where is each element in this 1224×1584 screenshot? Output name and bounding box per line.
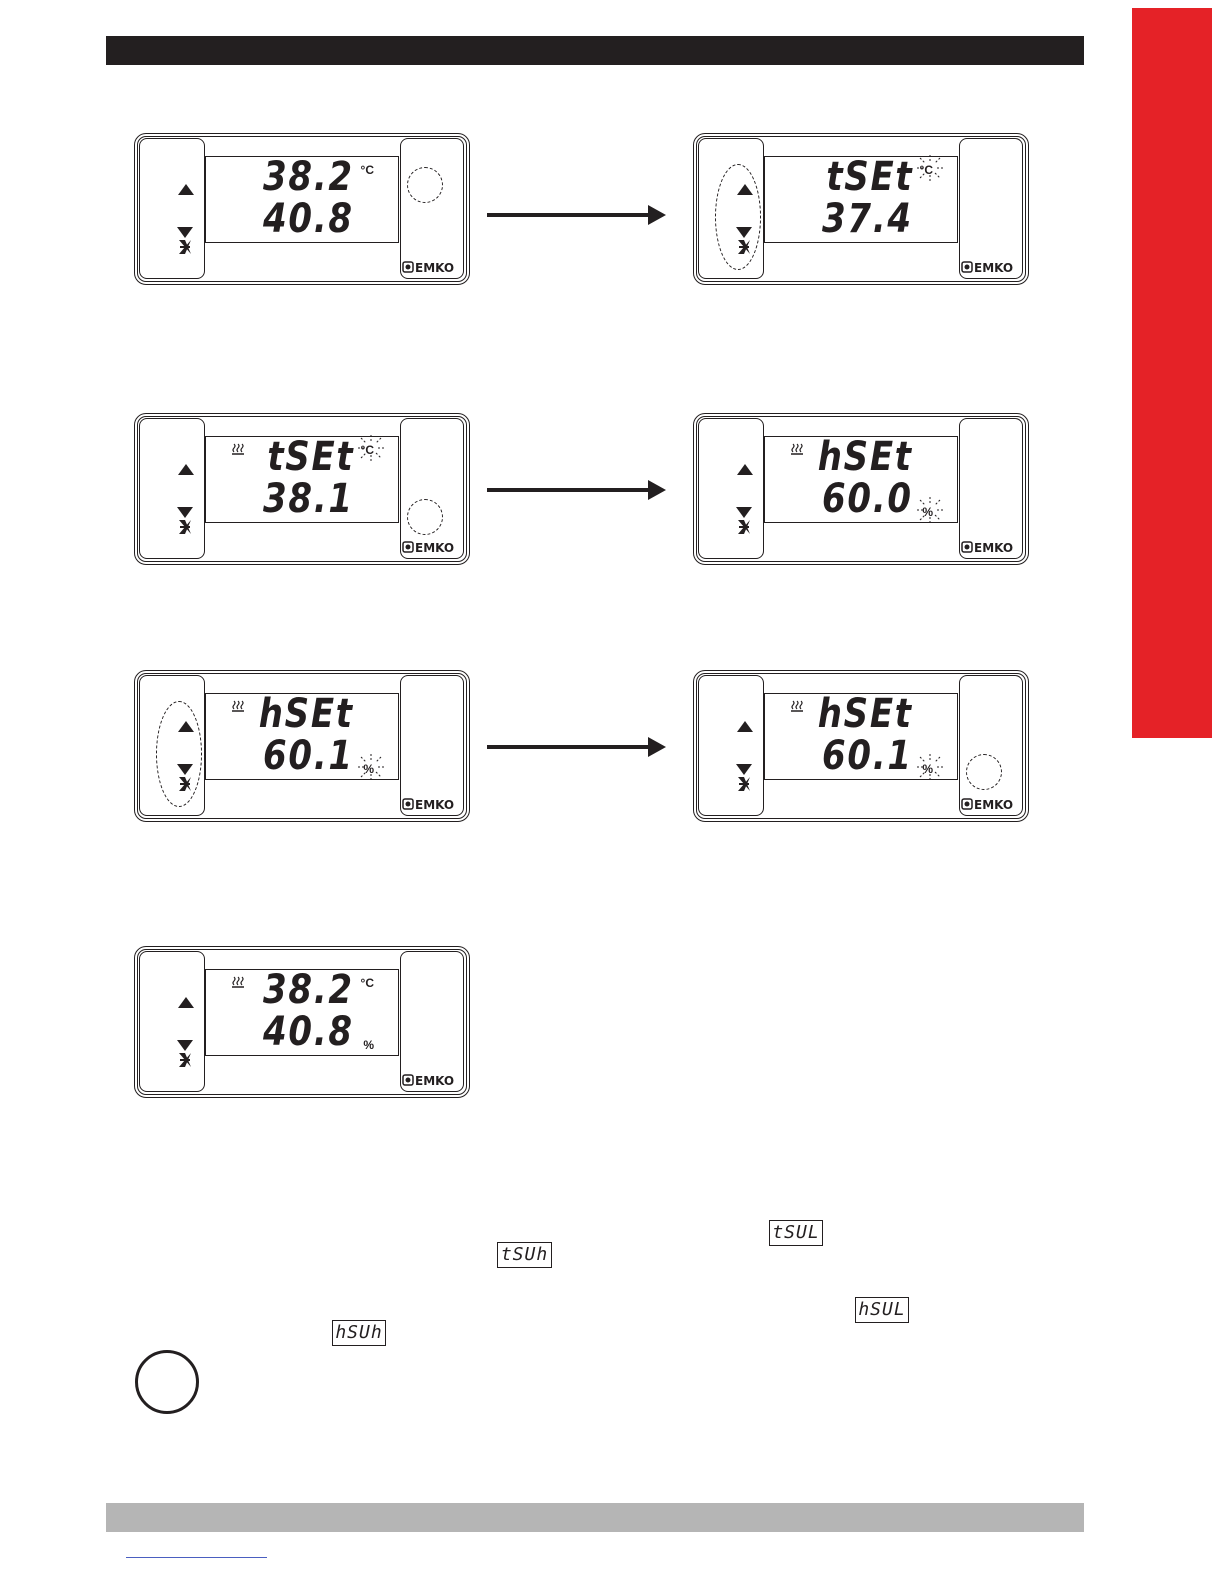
flow-arrow-3	[487, 745, 650, 749]
keypad-right	[959, 138, 1023, 279]
keypad-right	[959, 675, 1023, 816]
lcd-display	[205, 156, 399, 243]
up-arrow-icon[interactable]	[737, 721, 753, 732]
set-key-highlight[interactable]	[966, 754, 1002, 790]
keypad-right	[400, 138, 464, 279]
device-panel-4	[693, 413, 1029, 565]
top-value: tSEt	[825, 154, 913, 200]
bottom-value: 60.0	[822, 476, 913, 522]
heat-icon	[791, 700, 803, 712]
svg-text:EMKO: EMKO	[415, 1074, 455, 1087]
param-code-tsuh: tSUh	[497, 1242, 552, 1268]
lcd-display	[764, 693, 958, 780]
top-value: hSEt	[818, 691, 913, 737]
lcd-display	[205, 436, 399, 523]
emko-logo	[402, 1073, 462, 1087]
down-arrow-icon[interactable]	[176, 227, 194, 257]
bottom-value: 38.1	[263, 476, 354, 522]
svg-text:EMKO: EMKO	[415, 541, 455, 554]
up-arrow-icon[interactable]	[178, 464, 194, 475]
keypad-left	[139, 675, 205, 816]
set-key-highlight[interactable]	[407, 499, 443, 535]
top-unit: °C	[360, 163, 374, 177]
down-arrow-icon[interactable]	[735, 507, 753, 537]
lcd-display	[764, 156, 958, 243]
down-arrow-icon[interactable]	[735, 764, 753, 794]
down-arrow-icon[interactable]	[176, 1040, 194, 1070]
keypad-left	[139, 418, 205, 559]
keypad-right	[959, 418, 1023, 559]
keypad-left	[698, 675, 764, 816]
top-unit: °C	[360, 976, 374, 990]
svg-text:EMKO: EMKO	[974, 261, 1014, 274]
lcd-display	[764, 436, 958, 523]
flow-arrow-head-2	[648, 480, 666, 500]
heat-icon	[232, 443, 244, 455]
bottom-unit: %	[363, 1038, 374, 1052]
up-down-highlight	[715, 164, 761, 270]
header-bar	[106, 36, 1084, 65]
emko-logo	[961, 540, 1021, 554]
flow-arrow-1	[487, 213, 650, 217]
device-panel-5	[134, 670, 470, 822]
top-value: tSEt	[266, 434, 354, 480]
side-tab	[1132, 8, 1212, 738]
flow-arrow-2	[487, 488, 650, 492]
top-value: hSEt	[259, 691, 354, 737]
footer-link[interactable]	[126, 1557, 267, 1558]
svg-text:EMKO: EMKO	[415, 261, 455, 274]
up-down-highlight	[156, 701, 202, 807]
set-key-highlight[interactable]	[407, 167, 443, 203]
keypad-left	[139, 951, 205, 1092]
top-value: hSEt	[818, 434, 913, 480]
svg-text:EMKO: EMKO	[974, 798, 1014, 811]
top-unit: °C	[919, 163, 933, 177]
bottom-unit: %	[922, 505, 933, 519]
device-panel-6	[693, 670, 1029, 822]
bottom-value: 60.1	[822, 733, 913, 779]
keypad-right	[400, 675, 464, 816]
emko-logo	[402, 797, 462, 811]
down-arrow-icon[interactable]	[176, 507, 194, 537]
bottom-value: 60.1	[263, 733, 354, 779]
param-code-hsul: hSUL	[855, 1297, 909, 1323]
heat-icon	[791, 443, 803, 455]
keypad-left	[139, 138, 205, 279]
emko-logo	[402, 260, 462, 274]
keypad-right	[400, 951, 464, 1092]
svg-text:EMKO: EMKO	[974, 541, 1014, 554]
bottom-unit: %	[363, 762, 374, 776]
note-icon	[135, 1350, 199, 1414]
bottom-value: 40.8	[263, 196, 354, 242]
heat-icon	[232, 700, 244, 712]
heat-icon	[232, 976, 244, 988]
device-panel-7	[134, 946, 470, 1098]
param-code-hsuh: hSUh	[332, 1320, 386, 1346]
keypad-left	[698, 418, 764, 559]
emko-logo	[961, 797, 1021, 811]
top-unit: °C	[360, 443, 374, 457]
bottom-value: 40.8	[263, 1009, 354, 1055]
lcd-display	[205, 969, 399, 1056]
bottom-unit: %	[922, 762, 933, 776]
top-value: 38.2	[263, 967, 354, 1013]
keypad-left	[698, 138, 764, 279]
svg-text:EMKO: EMKO	[415, 798, 455, 811]
device-panel-1	[134, 133, 470, 285]
footer-bar	[106, 1503, 1084, 1532]
device-panel-3	[134, 413, 470, 565]
bottom-value: 37.4	[822, 196, 913, 242]
emko-logo	[402, 540, 462, 554]
flow-arrow-head-1	[648, 205, 666, 225]
up-arrow-icon[interactable]	[178, 184, 194, 195]
flow-arrow-head-3	[648, 737, 666, 757]
param-code-tsul: tSUL	[769, 1220, 823, 1246]
device-panel-2	[693, 133, 1029, 285]
top-value: 38.2	[263, 154, 354, 200]
up-arrow-icon[interactable]	[178, 997, 194, 1008]
emko-logo	[961, 260, 1021, 274]
lcd-display	[205, 693, 399, 780]
keypad-right	[400, 418, 464, 559]
up-arrow-icon[interactable]	[737, 464, 753, 475]
